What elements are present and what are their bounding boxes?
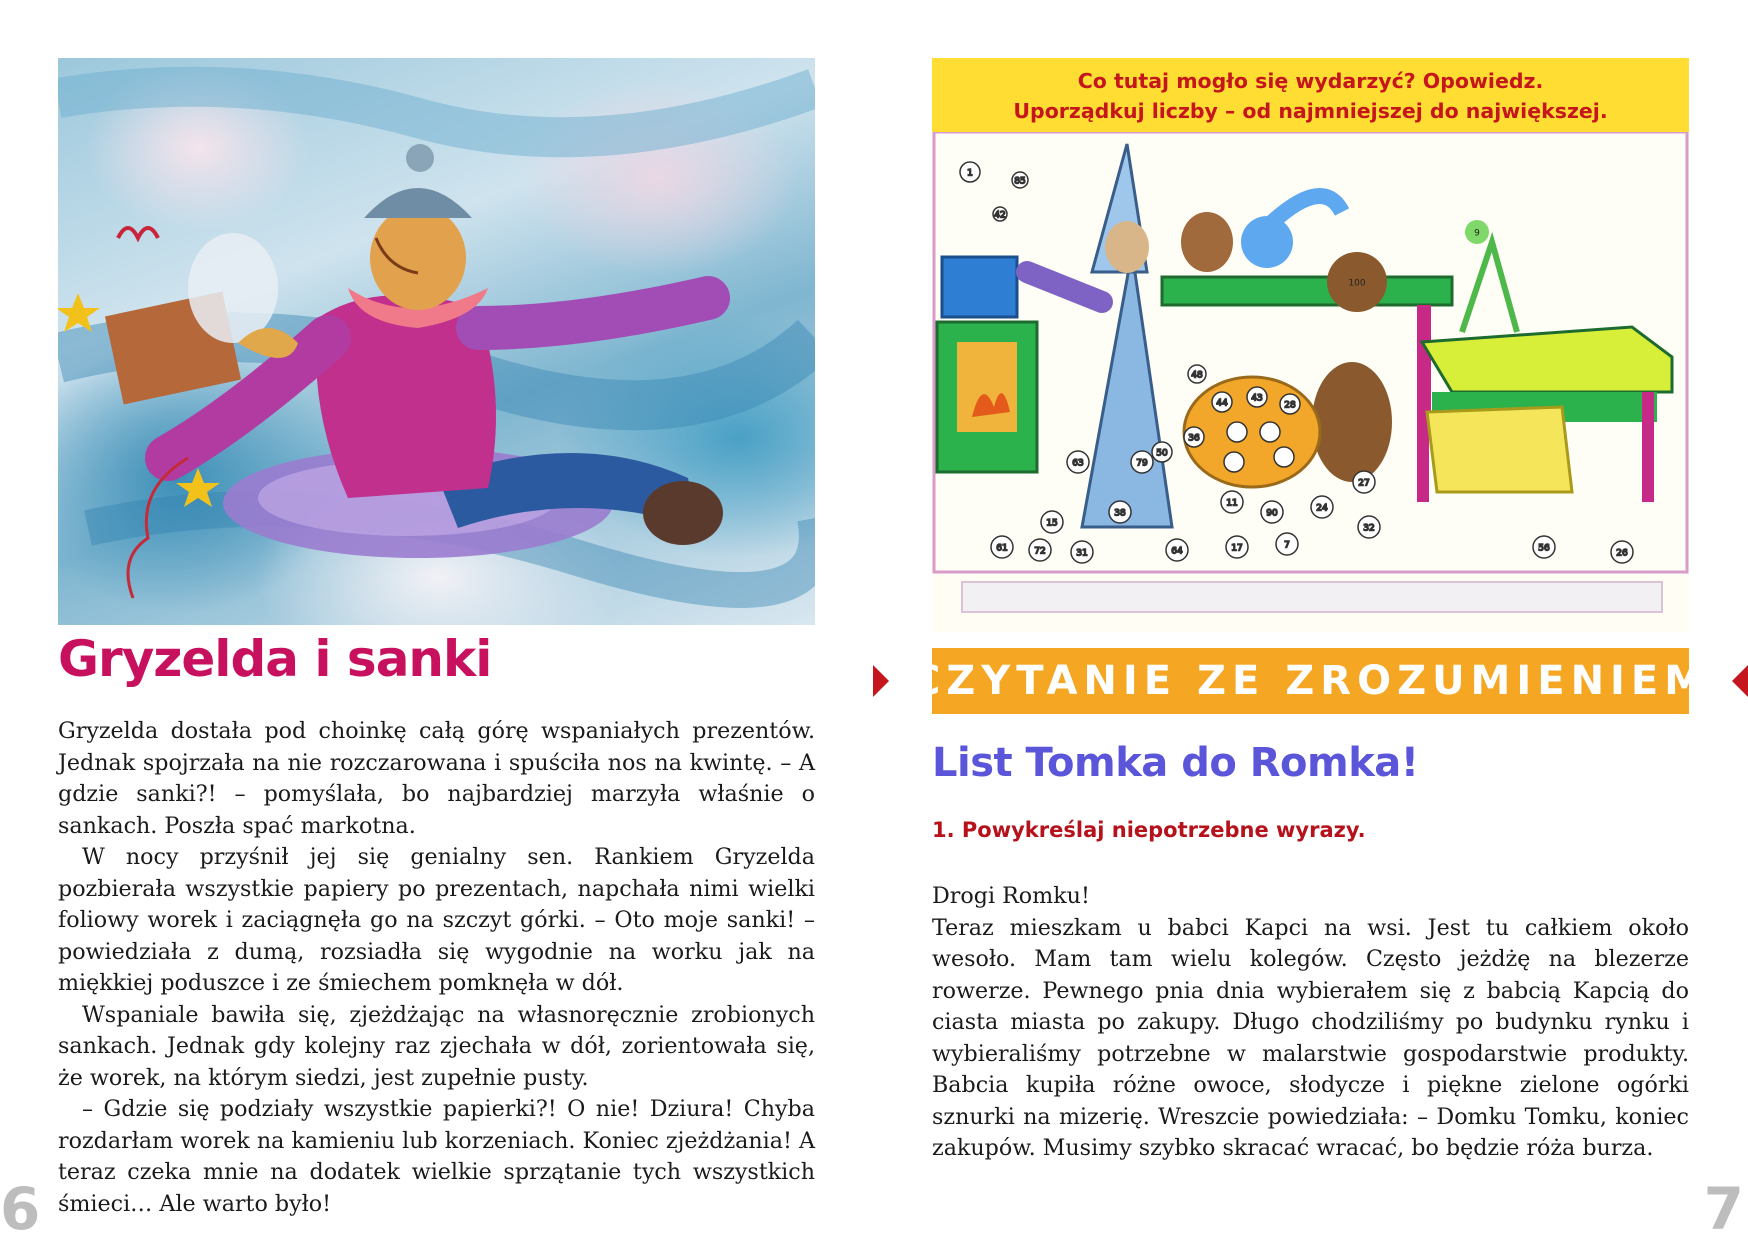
number-label: 85: [1014, 176, 1026, 187]
letter-text: [932, 881, 1689, 1165]
number-label: 50: [1156, 448, 1168, 459]
exercise-instruction: 1. Powykreślaj niepotrzebne wyrazy.: [932, 818, 1366, 842]
number-label: 28: [1284, 400, 1296, 411]
task-instruction-line: Uporządkuj liczby – od najmniejszej do największej.: [1013, 99, 1608, 123]
number-label: 36: [1188, 433, 1200, 444]
girl-on-sled-painting: [58, 58, 815, 625]
number-label: 26: [1616, 548, 1628, 559]
number-label: 61: [996, 543, 1008, 554]
number-label: 64: [1171, 546, 1183, 557]
number-label: 9: [1474, 228, 1480, 239]
number-label: 38: [1114, 508, 1126, 519]
number-label: 79: [1136, 458, 1148, 469]
story-title: Gryzelda i sanki: [58, 630, 492, 688]
workshop-illustration: [932, 132, 1689, 632]
illustration-artwork: [932, 132, 1689, 632]
section-header-bar: [910, 648, 1711, 714]
task-instruction-line: Co tutaj mogło się wydarzyć? Opowiedz.: [1077, 69, 1544, 93]
letter-body: Teraz mieszkam u babci Kapci na wsi. Jest tu całkiem około wesoło. Mam tam wielu kolegów. Często jeżdżę na blezerze rowerze. Pewnego pnia dnia wybierałem się z babcią Kapcią do ciasta miasta po zakupy. Długo chodziliśmy po budynku rynku i wybieraliśmy potrzebne w malarstwie gospodarstwie produkty. Babcia kupiła różne owoce, słodycze i piękne zielone ogórki sznurki na mizerię. Wreszcie powiedziała: – Domku Tomku, koniec zakupów. Musimy szybko skracać wracać, bo będzie róża burza.: [932, 914, 1689, 1161]
number-label: 11: [1226, 498, 1238, 509]
right-page: [874, 0, 1748, 1243]
number-label: 31: [1076, 548, 1088, 559]
story-paragraph: Wspaniale bawiła się, zjeżdżając na własnoręcznie zrobionych sankach. Jednak gdy kolejny raz zjechała w dół, zorientowała się, że worek, na którym siedzi, jest zupełnie pusty.: [58, 1001, 815, 1091]
number-label: 7: [1284, 540, 1290, 551]
letter-title: List Tomka do Romka!: [932, 740, 1419, 786]
number-label: 42: [994, 210, 1006, 221]
page-number-right: 7: [1703, 1175, 1744, 1243]
story-paragraph: W nocy przyśnił jej się genialny sen. Rankiem Gryzelda pozbierała wszystkie papiery po prezentach, napchała nimi wielki foliowy worek i zaciągnęła go na szczyt górki. – Oto moje sanki! – powiedziała z dumą, rozsiadła się wygodnie na worku jak na miękkiej poduszce i ze śmiechem pomknęła w dół.: [58, 844, 815, 996]
story-text: [58, 716, 815, 1220]
number-label: 27: [1358, 478, 1370, 489]
number-label: 1: [967, 168, 973, 179]
painting-artwork: [58, 58, 815, 625]
section-label: CZYTANIE ZE ZROZUMIENIEM: [910, 658, 1711, 704]
task-instructions-banner: [932, 58, 1689, 132]
number-label: 15: [1046, 518, 1058, 529]
story-paragraph: Gryzelda dostała pod choinkę całą górę wspaniałych prezentów. Jednak spojrzała na nie rozczarowana i spuściła nos na kwintę. – A gdzie sanki?! – pomyślała, bo najbardziej marzyła właśnie o sankach. Poszła spać markotna.: [58, 718, 815, 839]
letter-greeting: Drogi Romku!: [932, 883, 1090, 909]
number-label: 32: [1363, 523, 1375, 534]
number-label: 48: [1191, 370, 1203, 381]
number-label: 63: [1072, 458, 1084, 469]
number-label: 56: [1538, 543, 1550, 554]
arrow-right-icon: [873, 665, 889, 697]
number-label: 17: [1231, 543, 1243, 554]
arrow-left-icon: [1732, 665, 1748, 697]
number-label: 43: [1251, 393, 1263, 404]
number-label: 100: [1348, 278, 1366, 289]
number-label: 90: [1266, 508, 1278, 519]
number-label: 24: [1316, 503, 1328, 514]
number-label: 44: [1216, 398, 1228, 409]
page-number-left: 6: [0, 1175, 41, 1243]
story-paragraph: – Gdzie się podziały wszystkie papierki?! O nie! Dziura! Chyba rozdarłam worek na kamieniu lub korzeniach. Koniec zjeżdżania! A teraz czeka mnie na dodatek wielkie sprzątanie tych wszystkich śmieci… Ale warto było!: [58, 1096, 815, 1217]
number-label: 72: [1034, 546, 1046, 557]
